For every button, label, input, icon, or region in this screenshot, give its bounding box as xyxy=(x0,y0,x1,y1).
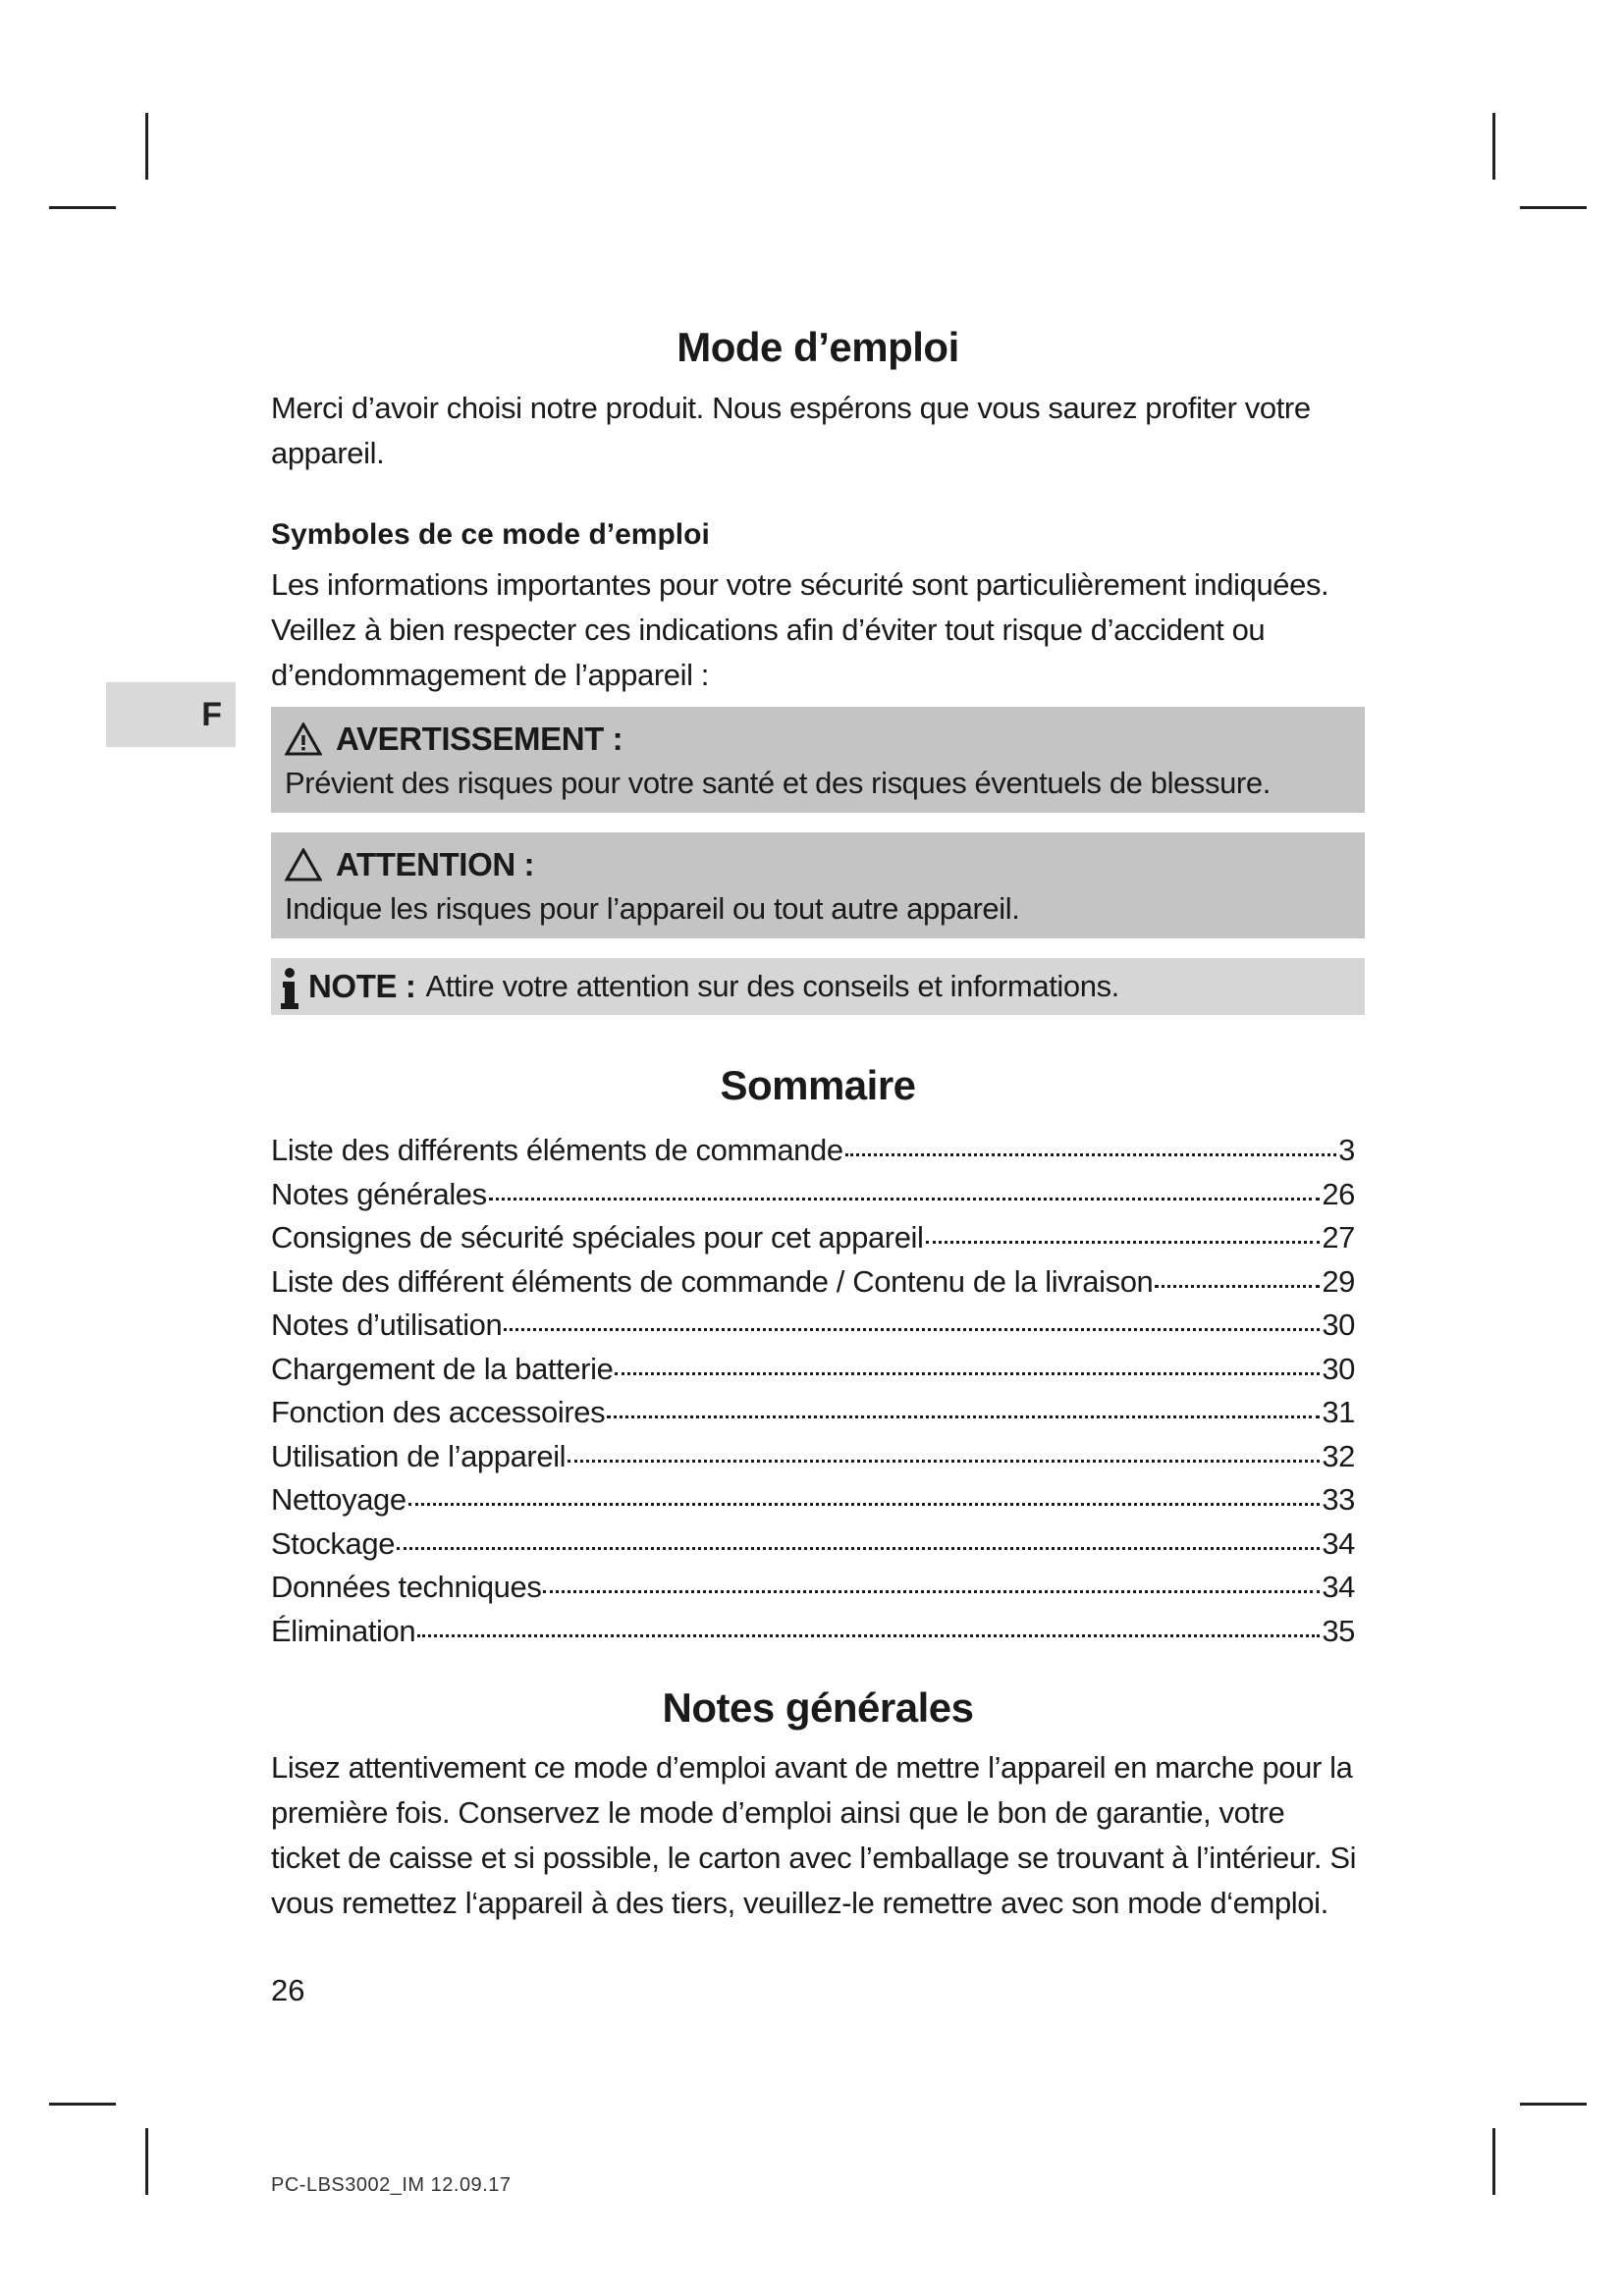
toc-entry-title: Notes générales xyxy=(271,1176,487,1211)
toc-entry-title: Élimination xyxy=(271,1613,416,1648)
warning-text: Prévient des risques pour votre santé et des risques éventuels de blessure. xyxy=(285,766,1271,800)
warning-title: AVERTISSEMENT : xyxy=(336,721,623,757)
symbols-heading: Symboles de ce mode d’emploi xyxy=(271,518,710,551)
toc-leader-dots xyxy=(845,1153,1336,1156)
crop-mark-bottom-right-vertical xyxy=(1492,2128,1495,2195)
toc-leader-dots xyxy=(543,1590,1320,1593)
toc-leader-dots xyxy=(1155,1285,1320,1288)
toc-entry-title: Données techniques xyxy=(271,1570,542,1604)
attention-title: ATTENTION : xyxy=(336,846,535,882)
general-notes-text: Lisez attentivement ce mode d’emploi avant de mettre l’appareil en marche pour la première fois. Conservez le mode d’emploi ainsi que le bon de garantie, votre ticket de caisse et si possible, le carton avec l’emballage se trouvant à l’intérieur. Si vous remettez l‘appareil à des tiers, veuillez-le remettre avec son mode d‘emploi. xyxy=(271,1750,1357,1920)
note-text: Attire votre attention sur des conseils et informations. xyxy=(425,969,1119,1003)
page-number: 26 xyxy=(271,1973,305,2007)
toc-entry xyxy=(271,1304,1355,1348)
toc-entry-page: 30 xyxy=(1322,1351,1355,1386)
toc-entry-page: 26 xyxy=(1322,1176,1355,1211)
toc-entry-page: 27 xyxy=(1322,1220,1355,1255)
crop-mark-bottom-left-horizontal xyxy=(49,2103,116,2106)
toc-entry xyxy=(271,1610,1355,1654)
toc-entry-title: Stockage xyxy=(271,1525,396,1561)
toc-entry-page: 34 xyxy=(1322,1570,1355,1604)
toc-entry xyxy=(271,1260,1355,1305)
toc-leader-dots xyxy=(417,1634,1320,1637)
toc-leader-dots xyxy=(408,1503,1321,1506)
toc-leader-dots xyxy=(607,1415,1320,1418)
toc-entry xyxy=(271,1348,1355,1392)
crop-mark-bottom-right-horizontal xyxy=(1520,2103,1587,2106)
symbols-text: Les informations importantes pour votre sécurité sont particulièrement indiquées. Veillez à bien respecter ces indications afin d’éviter tout risque d’accident ou d’endommagement de l’appareil : xyxy=(271,567,1329,692)
toc-leader-dots xyxy=(926,1241,1321,1244)
toc-heading: Sommaire xyxy=(720,1062,916,1108)
table-of-contents xyxy=(271,1129,1355,1653)
toc-entry-title: Fonction des accessoires xyxy=(271,1395,606,1429)
note-box xyxy=(271,958,1365,1015)
toc-leader-dots xyxy=(615,1372,1320,1375)
crop-mark-top-right-vertical xyxy=(1492,113,1495,180)
footer-code: PC-LBS3002_IM 12.09.17 xyxy=(271,2174,512,2196)
attention-text: Indique les risques pour l’appareil ou tout autre appareil. xyxy=(285,891,1020,926)
toc-entry xyxy=(271,1173,1355,1217)
toc-entry xyxy=(271,1435,1355,1479)
toc-entry-title: Utilisation de l’appareil xyxy=(271,1438,567,1473)
toc-entry-title: Chargement de la batterie xyxy=(271,1351,614,1386)
toc-leader-dots xyxy=(568,1460,1320,1463)
language-tab: F xyxy=(106,682,236,747)
toc-entry xyxy=(271,1129,1355,1173)
page-content xyxy=(271,0,1365,2296)
warning-triangle-icon xyxy=(285,722,322,756)
toc-entry-page: 31 xyxy=(1322,1395,1355,1429)
note-label: NOTE : xyxy=(308,968,416,1004)
attention-box xyxy=(271,832,1365,938)
toc-entry-page: 3 xyxy=(1338,1133,1355,1167)
toc-entry xyxy=(271,1566,1355,1610)
toc-entry-title: Notes d’utilisation xyxy=(271,1308,503,1342)
toc-entry-page: 32 xyxy=(1322,1438,1355,1473)
toc-leader-dots xyxy=(397,1547,1320,1550)
toc-entry-title: Liste des différents éléments de commande xyxy=(271,1133,843,1167)
info-icon xyxy=(279,964,300,1009)
attention-triangle-icon xyxy=(285,848,322,881)
crop-mark-top-left-horizontal xyxy=(49,206,116,209)
toc-entry xyxy=(271,1478,1355,1522)
toc-leader-dots xyxy=(504,1328,1320,1331)
toc-entry-page: 33 xyxy=(1322,1482,1355,1517)
toc-leader-dots xyxy=(489,1198,1321,1201)
crop-mark-top-right-horizontal xyxy=(1520,206,1587,209)
warning-box xyxy=(271,707,1365,813)
general-notes-heading: Notes générales xyxy=(662,1684,974,1731)
toc-entry-title: Consignes de sécurité spéciales pour cet appareil xyxy=(271,1220,924,1255)
toc-entry-page: 35 xyxy=(1322,1613,1355,1648)
toc-entry-page: 30 xyxy=(1322,1308,1355,1342)
toc-entry-title: Nettoyage xyxy=(271,1482,406,1517)
toc-entry xyxy=(271,1216,1355,1260)
crop-mark-top-left-vertical xyxy=(145,113,148,180)
toc-entry-title: Liste des différent éléments de commande / Contenu de la livraison xyxy=(271,1263,1154,1299)
crop-mark-bottom-left-vertical xyxy=(145,2128,148,2195)
toc-entry xyxy=(271,1522,1355,1567)
toc-entry xyxy=(271,1391,1355,1435)
page-title: Mode d’emploi xyxy=(677,324,959,370)
toc-entry-page: 29 xyxy=(1322,1263,1355,1299)
toc-entry-page: 34 xyxy=(1322,1525,1355,1561)
intro-text: Merci d’avoir choisi notre produit. Nous espérons que vous saurez profiter votre appareil. xyxy=(271,391,1311,470)
